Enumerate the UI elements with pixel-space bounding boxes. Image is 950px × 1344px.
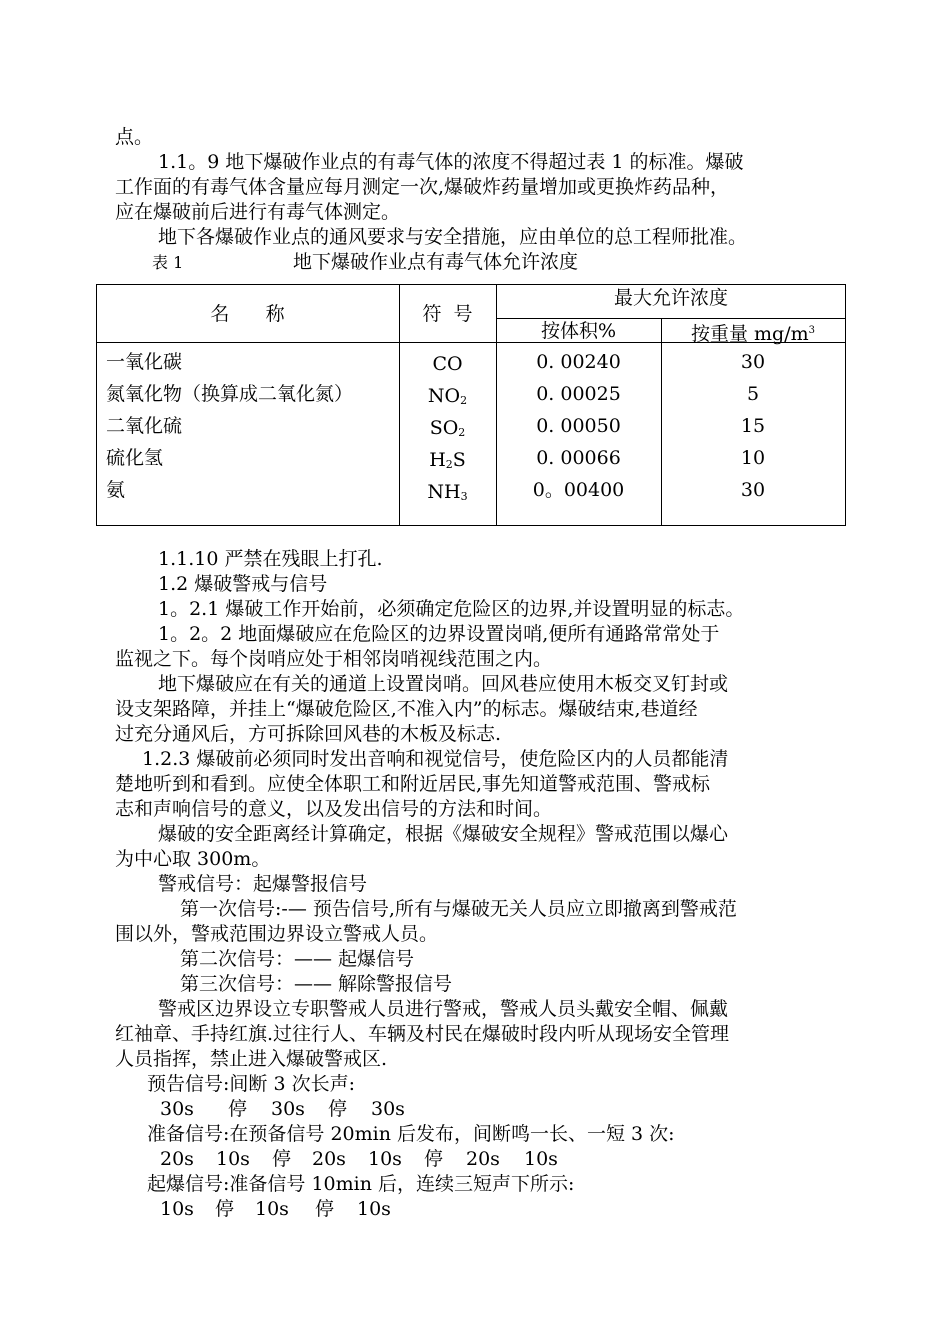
paragraph-line: 地下各爆破作业点的通风要求与安全措施，应由单位的总工程师批准。: [158, 226, 748, 248]
header-name: 名 称: [210, 303, 285, 325]
paragraph-line: 爆破的安全距离经计算确定，根据《爆破安全规程》警戒范围以爆心: [158, 823, 729, 845]
paragraph-line: 第三次信号：—— 解除警报信号: [180, 973, 453, 995]
paragraph-line: 工作面的有毒气体含量应每月测定一次,爆破炸药量增加或更换炸药品种，: [115, 176, 730, 198]
paragraph-line: 准备信号:在预备信号 20min 后发布，间断鸣一长、一短 3 次:: [147, 1123, 675, 1145]
table-caption: 地下爆破作业点有毒气体允许浓度: [293, 251, 579, 273]
cell-volume: 0。00400: [532, 479, 625, 501]
section-heading: 1.2 爆破警戒与信号: [158, 573, 328, 595]
paragraph-line: 红袖章、手持红旗.过往行人、车辆及村民在爆破时段内听从现场安全管理: [115, 1023, 730, 1045]
cell-volume: 0. 00050: [536, 415, 621, 437]
cell-weight: 30: [740, 479, 766, 501]
paragraph-line: 志和声响信号的意义，以及发出信号的方法和时间。: [115, 798, 553, 820]
cell-name: 硫化氢: [106, 447, 164, 469]
paragraph-line: 起爆信号:准备信号 10min 后，连续三短声下所示:: [147, 1173, 575, 1195]
signal-sequence-1: 30s 停 30s 停 30s: [160, 1098, 405, 1120]
paragraph-line: 过充分通风后，方可拆除回风巷的木板及标志.: [115, 723, 502, 745]
cell-weight: 10: [740, 447, 766, 469]
paragraph-line: 楚地听到和看到。应使全体职工和附近居民,事先知道警戒范围、警戒标: [115, 773, 711, 795]
cell-symbol: $NO_2$: [427, 385, 468, 407]
header-max: 最大允许浓度: [613, 287, 728, 309]
paragraph-line: 为中心取 300m。: [115, 848, 271, 870]
cell-name: 一氧化碳: [106, 351, 183, 373]
paragraph-line: 预告信号:间断 3 次长声:: [147, 1073, 355, 1095]
paragraph-line: 第一次信号:-— 预告信号,所有与爆破无关人员应立即撤离到警戒范: [180, 898, 737, 920]
paragraph-line: 第二次信号：—— 起爆信号: [180, 948, 415, 970]
header-volume: 按体积%: [540, 320, 617, 342]
paragraph-line: 地下爆破应在有关的通道上设置岗哨。回风巷应使用木板交叉钉封或: [158, 673, 729, 695]
cell-volume: 0. 00240: [536, 351, 621, 373]
paragraph-line: 警戒信号：起爆警报信号: [158, 873, 368, 895]
paragraph-line: 1。2。2 地面爆破应在危险区的边界设置岗哨,便所有通路常常处于: [158, 623, 720, 645]
paragraph-line: 人员指挥，禁止进入爆破警戒区.: [115, 1048, 388, 1070]
paragraph-line: 警戒区边界设立专职警戒人员进行警戒，警戒人员头戴安全帽、佩戴: [158, 998, 729, 1020]
paragraph-line: 监视之下。每个岗哨应处于相邻岗哨视线范围之内。: [115, 648, 553, 670]
signal-sequence-3: 10s 停 10s 停 10s: [160, 1198, 391, 1220]
paragraph-line: 应在爆破前后进行有毒气体测定。: [115, 201, 401, 223]
cell-symbol: $NH_3$: [427, 481, 468, 503]
cell-weight: 15: [740, 415, 766, 437]
cell-name: 二氧化硫: [106, 415, 183, 437]
cell-weight: 5: [746, 383, 760, 405]
paragraph-line: 围以外，警戒范围边界设立警戒人员。: [115, 923, 439, 945]
paragraph-line: 1.1.10 严禁在残眼上打孔.: [158, 548, 383, 570]
table-label: 表 1: [152, 253, 184, 272]
cell-name: 氮氧化物（换算成二氧化氮）: [106, 383, 354, 405]
header-symbol: 符 号: [422, 303, 473, 325]
cell-name: 氨: [106, 479, 126, 501]
cell-symbol: CO: [432, 353, 463, 375]
paragraph-line: 设支架路障，并挂上“爆破危险区,不准入内”的标志。爆破结束,巷道经: [115, 698, 698, 720]
header-weight: 按重量 $mg/m^3$: [690, 323, 815, 345]
signal-sequence-2: 20s 10s 停 20s 10s 停 20s 10s: [160, 1148, 558, 1170]
cell-symbol: $H_2S$: [429, 449, 466, 471]
paragraph-line: 1.1。9 地下爆破作业点的有毒气体的浓度不得超过表 1 的标准。爆破: [158, 151, 744, 173]
cell-weight: 30: [740, 351, 766, 373]
cell-volume: 0. 00066: [536, 447, 621, 469]
cell-symbol: $SO_2$: [429, 417, 466, 439]
paragraph-line: 1。2.1 爆破工作开始前，必须确定危险区的边界,并设置明显的标志。: [158, 598, 745, 620]
paragraph-line: 点。: [115, 126, 154, 148]
paragraph-line: 1.2.3 爆破前必须同时发出音响和视觉信号，使危险区内的人员都能清: [142, 748, 729, 770]
cell-volume: 0. 00025: [536, 383, 621, 405]
